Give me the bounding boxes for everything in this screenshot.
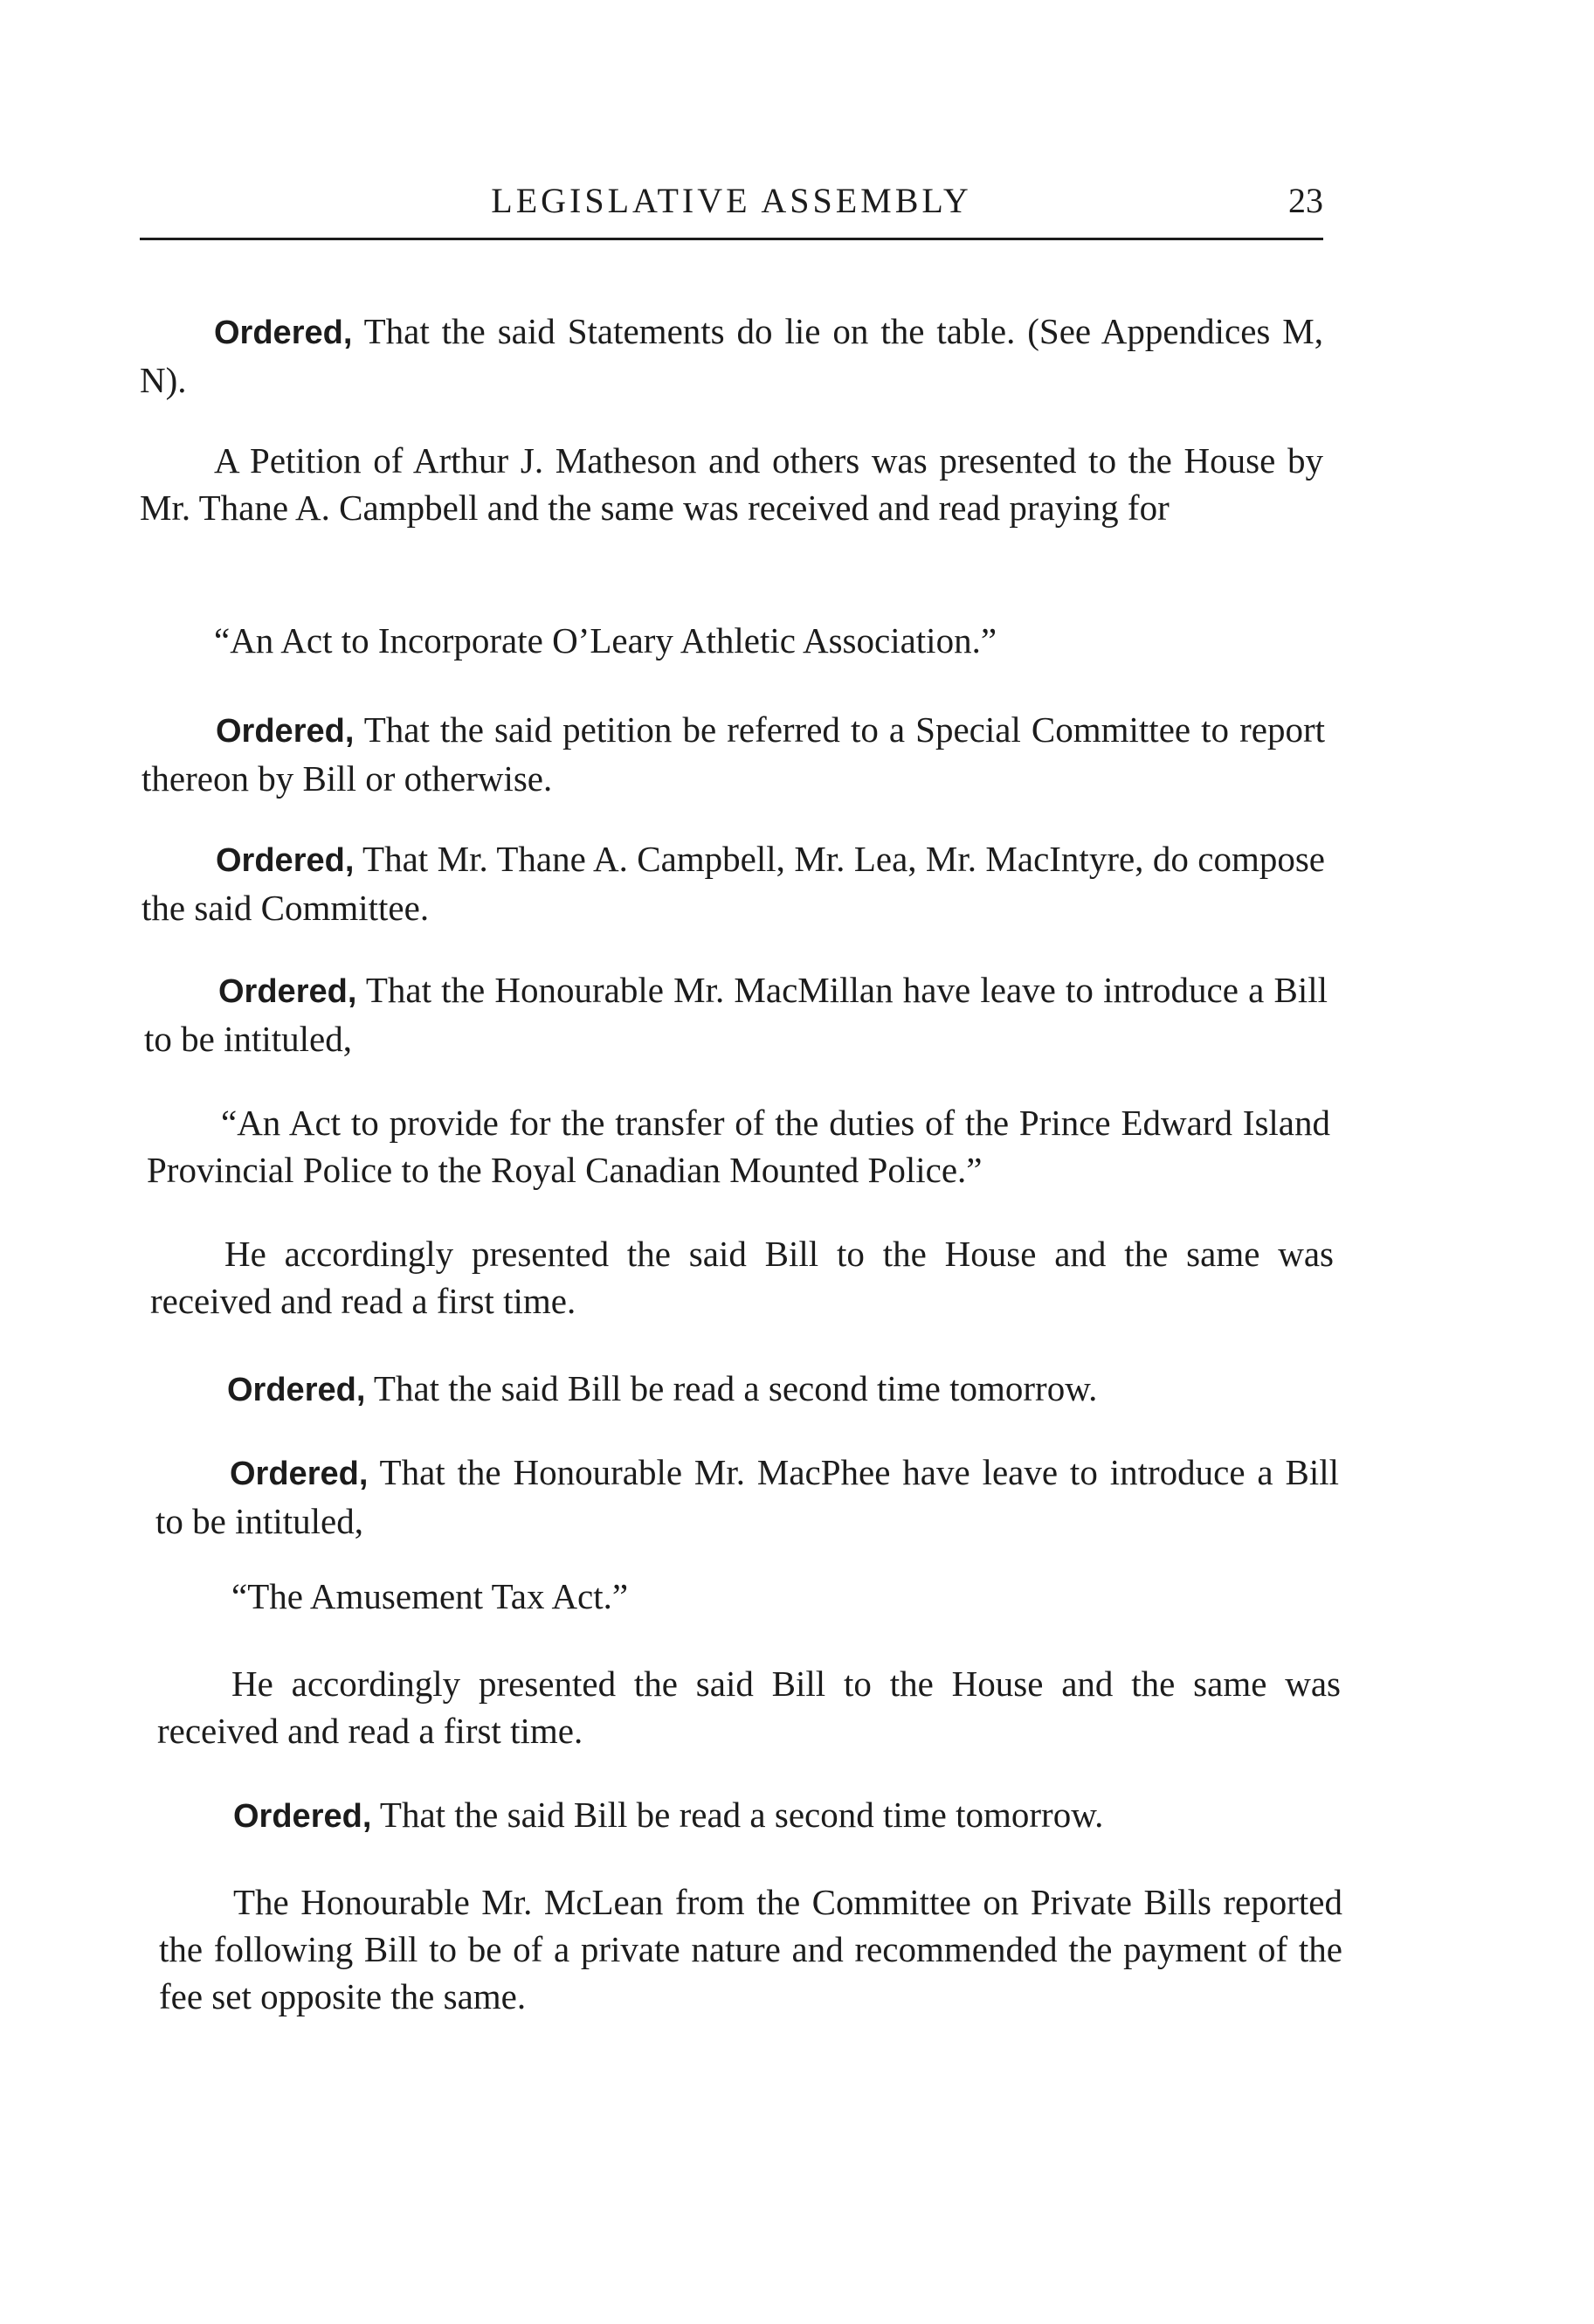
- paragraph-text: That the said petition be referred to a Special Committee to report thereon by Bill or otherwise.: [141, 709, 1325, 799]
- paragraph-text: A Petition of Arthur J. Matheson and others was presented to the House by Mr. Thane A. Campbell and the same was received and read praying for: [140, 440, 1323, 528]
- paragraph-ordered-macphee: [155, 1449, 1339, 1545]
- header-rule: [140, 238, 1323, 240]
- paragraph-private-bills-report: [159, 1878, 1342, 2020]
- running-title: LEGISLATIVE ASSEMBLY: [491, 181, 972, 220]
- paragraph-text: The Honourable Mr. McLean from the Committee on Private Bills reported the following Bill to be of a private nature and recommended the payment of the fee set opposite the same.: [159, 1882, 1342, 2016]
- ordered-keyword: Ordered,: [216, 713, 355, 750]
- ordered-keyword: Ordered,: [216, 842, 355, 879]
- paragraph-ordered-macmillan: [144, 966, 1328, 1062]
- paragraph-ordered-second-reading: [153, 1365, 1336, 1414]
- paragraph-text: He accordingly presented the said Bill to the House and the same was received and read a first time.: [157, 1663, 1341, 1751]
- quote-text: “An Act to provide for the transfer of the duties of the Prince Edward Island Provincial Police to the Royal Canadian Mounted Police.”: [147, 1103, 1330, 1190]
- paragraph-text: That the said Bill be read a second time tomorrow.: [371, 1795, 1104, 1835]
- paragraph-ordered-committee: [141, 835, 1325, 931]
- paragraph-petition: [140, 437, 1323, 531]
- paragraph-text: That the said Bill be read a second time tomorrow.: [365, 1368, 1098, 1408]
- paragraph-ordered-second-reading-2: [159, 1791, 1342, 1840]
- paragraph-text: That the Honourable Mr. MacMillan have leave to introduce a Bill to be intituled,: [144, 970, 1328, 1059]
- quote-text: “An Act to Incorporate O’Leary Athletic Association.”: [214, 620, 997, 661]
- ordered-keyword: Ordered,: [233, 1798, 372, 1835]
- ordered-keyword: Ordered,: [218, 973, 357, 1010]
- quoted-act-title-police: [147, 1099, 1330, 1193]
- paragraph-text: That Mr. Thane A. Campbell, Mr. Lea, Mr. MacIntyre, do compose the said Committee.: [141, 839, 1325, 928]
- paragraph-presented-2: [157, 1660, 1341, 1754]
- paragraph-text: That the said Statements do lie on the table. (See Appendices M, N).: [140, 311, 1323, 400]
- ordered-keyword: Ordered,: [230, 1456, 369, 1492]
- page-number: 23: [1288, 181, 1323, 220]
- paragraph-presented: [150, 1230, 1334, 1325]
- ordered-keyword: Ordered,: [214, 315, 353, 351]
- quote-text: “The Amusement Tax Act.”: [231, 1576, 629, 1616]
- ordered-keyword: Ordered,: [227, 1372, 366, 1408]
- running-head: [140, 175, 1323, 227]
- paragraph-text: He accordingly presented the said Bill to the House and the same was received and read a first time.: [150, 1234, 1334, 1321]
- quoted-act-title-amusement: [231, 1573, 1341, 1620]
- paragraph-text: That the Honourable Mr. MacPhee have leave to introduce a Bill to be intituled,: [155, 1452, 1339, 1541]
- paragraph-ordered-statements: [140, 308, 1323, 404]
- quoted-act-title: [214, 617, 1323, 664]
- paragraph-ordered-petition-referred: [141, 706, 1325, 802]
